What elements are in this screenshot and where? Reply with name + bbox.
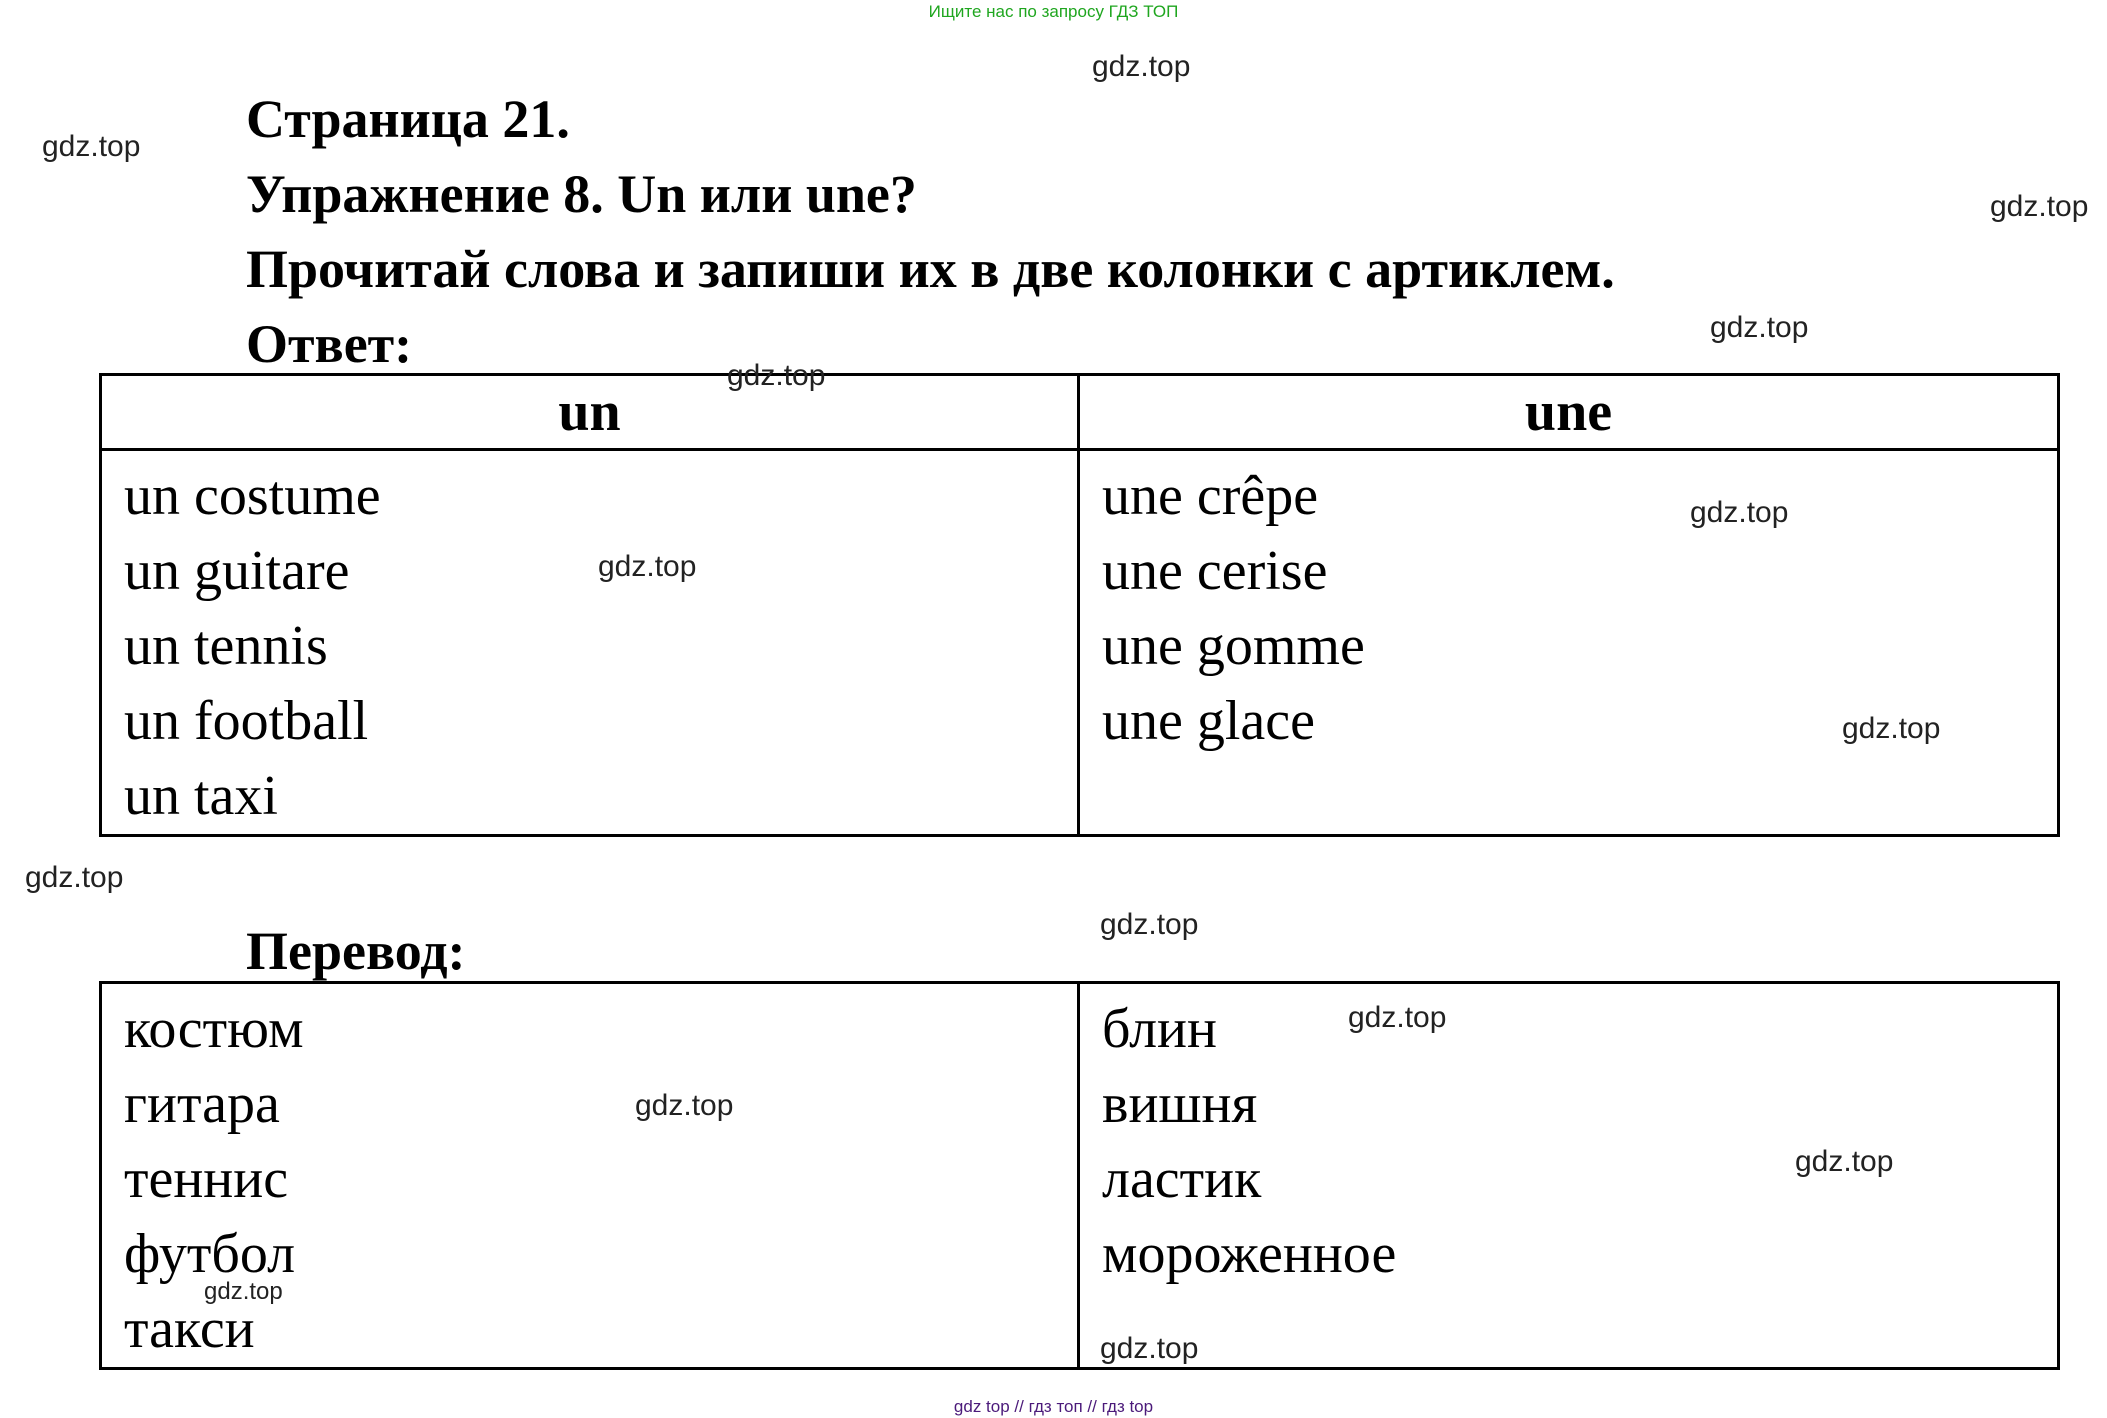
watermark: gdz.top (635, 1089, 734, 1122)
watermark: gdz.top (1990, 190, 2089, 223)
list-item: un football (124, 690, 369, 752)
page-title: Страница 21. (246, 89, 570, 149)
un-column (101, 450, 1079, 836)
watermark: gdz.top (1092, 50, 1191, 83)
translation-right-column (1079, 983, 2059, 1369)
une-column (1079, 450, 2059, 836)
exercise-title: Упражнение 8. Un или une? (246, 164, 917, 224)
watermark: gdz.top (1690, 496, 1789, 529)
header-un: un (101, 375, 1079, 450)
header-une: une (1079, 375, 2059, 450)
list-item: un guitare (124, 540, 350, 602)
list-item: une cerise (1102, 540, 1328, 602)
watermark: gdz.top (1348, 1001, 1447, 1034)
answer-table-header-row (101, 375, 2059, 450)
list-item: гитара (124, 1073, 280, 1135)
watermark: gdz.top (598, 550, 697, 583)
list-item: такси (124, 1298, 255, 1360)
watermark: gdz.top (1842, 712, 1941, 745)
watermark: gdz.top (25, 861, 124, 894)
translation-label: Перевод: (246, 921, 466, 981)
list-item: футбол (124, 1223, 296, 1285)
watermark: gdz.top (1100, 1332, 1199, 1365)
translation-table-row (101, 983, 2059, 1369)
list-item: теннис (124, 1148, 289, 1210)
footer-links[interactable]: gdz top // гдз топ // гдз top (953, 1397, 1154, 1416)
list-item: вишня (1102, 1073, 1258, 1135)
list-item: мороженное (1102, 1223, 1397, 1285)
list-item: une glace (1102, 690, 1315, 752)
list-item: un taxi (124, 765, 278, 827)
list-item: ластик (1102, 1148, 1262, 1210)
watermark: gdz.top (1795, 1145, 1894, 1178)
answer-table (99, 373, 2060, 837)
watermark: gdz.top (727, 359, 826, 392)
list-item: une crêpe (1102, 465, 1319, 527)
list-item: блин (1102, 998, 1217, 1060)
watermark: gdz.top (204, 1278, 283, 1305)
translation-table (99, 981, 2060, 1370)
watermark: gdz.top (1710, 311, 1809, 344)
list-item: une gomme (1102, 615, 1365, 677)
list-item: un costume (124, 465, 381, 527)
watermark: gdz.top (1100, 908, 1199, 941)
list-item: костюм (124, 998, 304, 1060)
top-banner[interactable]: Ищите нас по запросу ГДЗ ТОП (928, 2, 1179, 21)
translation-left-column (101, 983, 1079, 1369)
watermark: gdz.top (42, 130, 141, 163)
instruction-text: Прочитай слова и запиши их в две колонки с артиклем. (246, 239, 1615, 299)
answer-label: Ответ: (246, 314, 413, 374)
list-item: un tennis (124, 615, 328, 677)
